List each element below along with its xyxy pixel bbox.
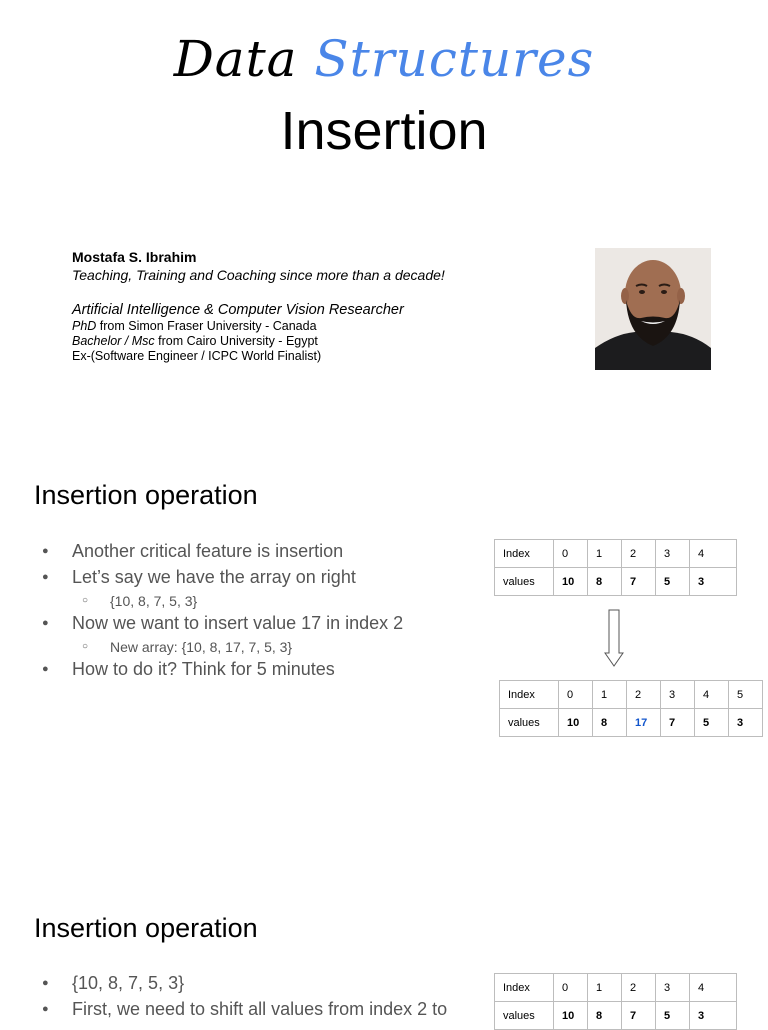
value-cell: 3 [729, 709, 763, 737]
bullet-list [38, 972, 447, 1024]
value-cell: 8 [593, 709, 627, 737]
author-name: Mostafa S. Ibrahim [72, 249, 197, 265]
index-cell: 1 [588, 540, 622, 568]
index-cell: 1 [593, 681, 627, 709]
phd-school: from Simon Fraser University - Canada [96, 319, 317, 333]
array-table-shift [494, 973, 737, 1030]
section-heading: Insertion operation [34, 480, 258, 510]
row-label: Index [495, 974, 554, 1002]
row-label: Index [500, 681, 559, 709]
index-cell: 2 [622, 974, 656, 1002]
index-row [500, 681, 763, 709]
array-table-inserted [499, 680, 763, 737]
value-cell: 7 [622, 1002, 656, 1030]
values-row [495, 568, 737, 596]
title-word-data: Data [173, 30, 298, 88]
value-cell-inserted: 17 [627, 709, 661, 737]
value-cell: 8 [588, 1002, 622, 1030]
value-cell: 5 [656, 1002, 690, 1030]
bullet-item: ● First, we need to shift all values from index 2 to [38, 998, 447, 1024]
bachelor-school: from Cairo University - Egypt [154, 334, 318, 348]
bullet-item: ● Let’s say we have the array on right [38, 566, 403, 592]
value-cell: 10 [554, 568, 588, 596]
bachelor-degree: Bachelor / Msc [72, 334, 155, 348]
value-cell: 7 [622, 568, 656, 596]
index-cell: 3 [656, 540, 690, 568]
index-cell: 2 [627, 681, 661, 709]
sub-bullet-item: ○ {10, 8, 7, 5, 3} [38, 592, 403, 612]
slide-title [0, 30, 768, 88]
index-cell: 3 [656, 974, 690, 1002]
value-cell: 7 [661, 709, 695, 737]
index-cell: 0 [554, 540, 588, 568]
value-cell: 3 [690, 1002, 737, 1030]
row-label: values [495, 1002, 554, 1030]
value-cell: 3 [690, 568, 737, 596]
bullet-item: ● How to do it? Think for 5 minutes [38, 658, 403, 684]
values-row [495, 1002, 737, 1030]
index-cell: 0 [554, 974, 588, 1002]
value-cell: 10 [554, 1002, 588, 1030]
row-label: Index [495, 540, 554, 568]
value-cell: 10 [559, 709, 593, 737]
down-arrow-icon [604, 609, 624, 667]
credential-phd [72, 319, 317, 333]
title-word-structures: Structures [314, 30, 595, 88]
section-heading: Insertion operation [34, 913, 258, 943]
values-row [500, 709, 763, 737]
bullet-list [38, 540, 403, 684]
index-cell: 0 [559, 681, 593, 709]
index-cell: 4 [690, 540, 737, 568]
author-role: Artificial Intelligence & Computer Vision Researcher [72, 302, 404, 318]
bullet-item: ● Now we want to insert value 17 in index 2 [38, 612, 403, 638]
index-cell: 4 [695, 681, 729, 709]
author-tagline: Teaching, Training and Coaching since more than a decade! [72, 267, 445, 283]
credential-ex: Ex-(Software Engineer / ICPC World Finalist) [72, 349, 322, 363]
author-photo [595, 248, 711, 370]
index-row [495, 540, 737, 568]
value-cell: 5 [656, 568, 690, 596]
index-cell: 5 [729, 681, 763, 709]
row-label: values [500, 709, 559, 737]
index-cell: 2 [622, 540, 656, 568]
index-cell: 3 [661, 681, 695, 709]
index-cell: 1 [588, 974, 622, 1002]
index-row [495, 974, 737, 1002]
slide-subtitle: Insertion [280, 101, 488, 161]
phd-degree: PhD [72, 319, 97, 333]
credential-bachelor [72, 334, 318, 348]
bullet-item: ● {10, 8, 7, 5, 3} [38, 972, 447, 998]
bullet-item: ● Another critical feature is insertion [38, 540, 403, 566]
index-cell: 4 [690, 974, 737, 1002]
array-table-original [494, 539, 737, 596]
value-cell: 5 [695, 709, 729, 737]
row-label: values [495, 568, 554, 596]
sub-bullet-item: ○ New array: {10, 8, 17, 7, 5, 3} [38, 638, 403, 658]
value-cell: 8 [588, 568, 622, 596]
